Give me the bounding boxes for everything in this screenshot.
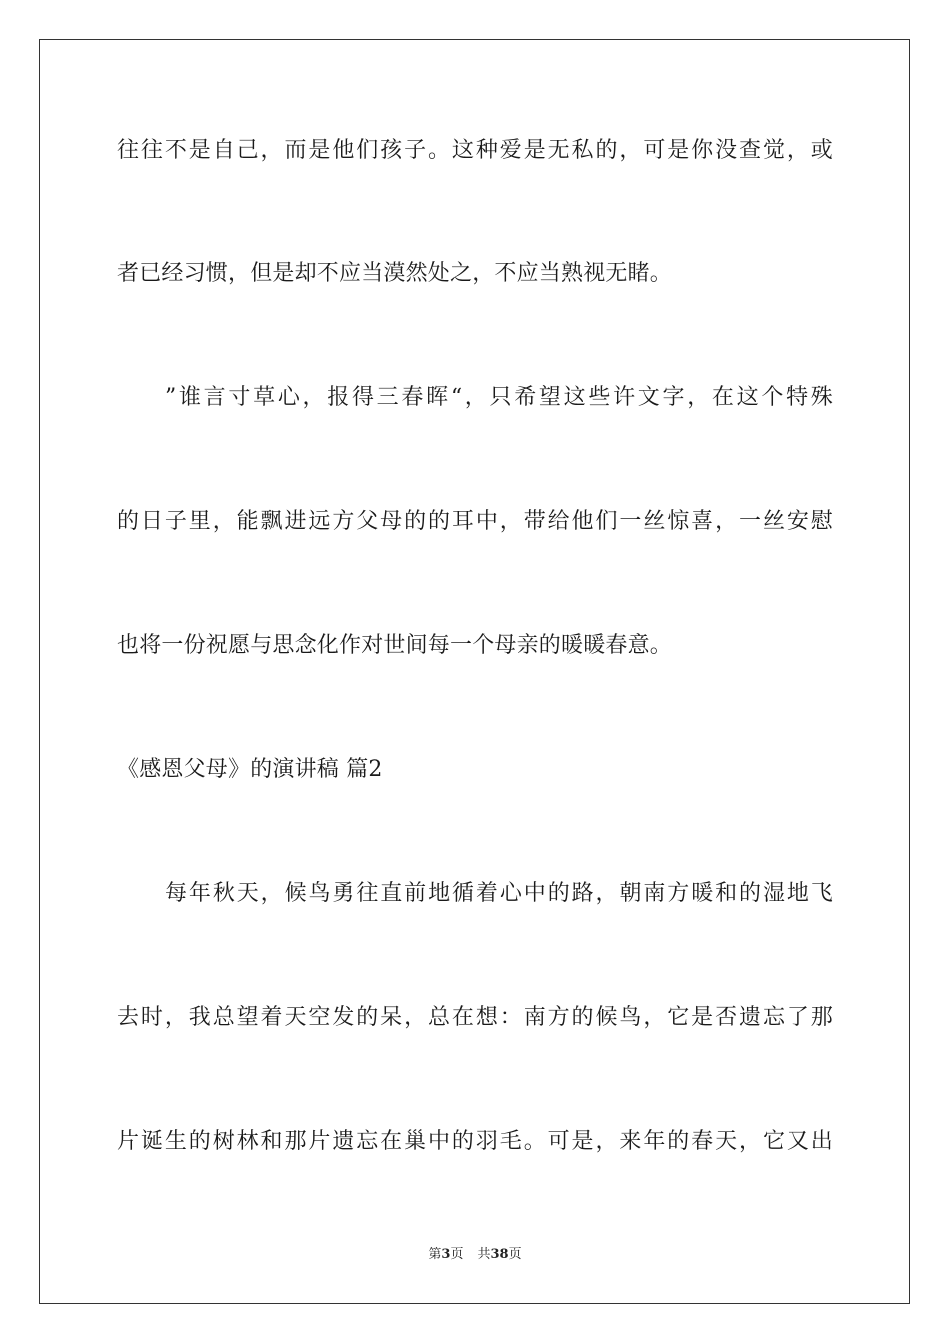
body-line-8: 去时，我总望着天空发的呆，总在想：南方的候鸟，它是否遗忘了那 (117, 1005, 833, 1030)
body-line-5: 也将一份祝愿与思念化作对世间每一个母亲的暖暖春意。 (117, 633, 673, 658)
body-line-3: ”谁言寸草心，报得三春晖“，只希望这些许文字，在这个特殊 (165, 385, 833, 410)
footer-total-prefix: 共 (477, 1247, 491, 1262)
footer-total-pages: 38 (490, 1247, 509, 1262)
section-heading: 《感恩父母》的演讲稿 篇2 (117, 757, 383, 782)
body-line-1: 往往不是自己，而是他们孩子。这种爱是无私的，可是你没查觉，或 (117, 138, 833, 163)
footer-total-unit: 页 (508, 1247, 522, 1262)
footer-prefix: 第 (428, 1247, 442, 1262)
footer-page-unit: 页 (450, 1247, 464, 1262)
body-line-4: 的日子里，能飘进远方父母的的耳中，带给他们一丝惊喜，一丝安慰 (117, 509, 833, 534)
page-border (39, 39, 910, 1304)
body-line-9: 片诞生的树林和那片遗忘在巢中的羽毛。可是，来年的春天，它又出 (117, 1129, 833, 1154)
body-line-7: 每年秋天，候鸟勇往直前地循着心中的路，朝南方暖和的湿地飞 (165, 881, 833, 906)
footer-page-number: 3 (441, 1247, 451, 1262)
body-line-2: 者已经习惯，但是却不应当漠然处之，不应当熟视无睹。 (117, 261, 673, 286)
page-footer (0, 1246, 950, 1264)
